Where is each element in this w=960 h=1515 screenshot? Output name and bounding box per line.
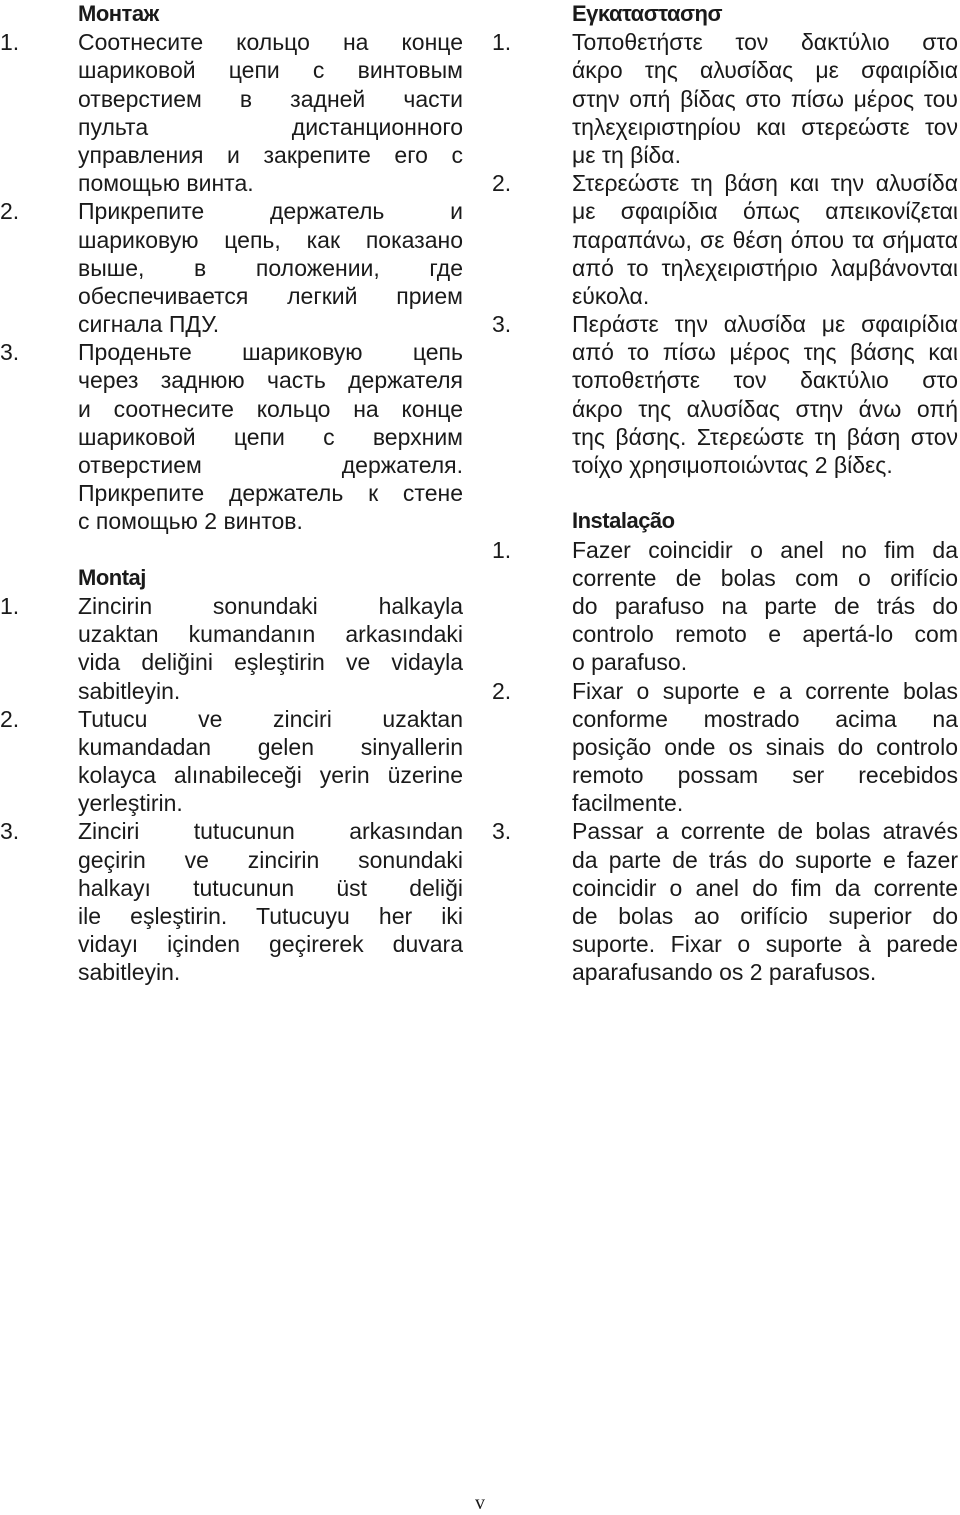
step-text: Прикрепите держатель и (78, 198, 463, 225)
step-text: controlo remoto e apertá-lo com (572, 621, 958, 648)
step-text: o parafuso. (572, 649, 688, 676)
step-text: άκρο της αλυσίδας με σφαιρίδια (572, 57, 958, 84)
step-text: Περάστε την αλυσίδα με σφαιρίδια (572, 311, 958, 338)
step-number: 3. (0, 339, 20, 366)
step-text: шариковую цепь, как показано (78, 226, 463, 253)
instruction-line (0, 197, 463, 225)
section-heading: Монтаж (78, 1, 159, 26)
instruction-line (492, 930, 958, 958)
instruction-line (492, 197, 958, 225)
instruction-line (0, 282, 463, 310)
step-text: Zincirin sonundaki halkayla (78, 592, 463, 619)
blank-row (0, 536, 463, 564)
step-text: с помощью 2 винтов. (78, 508, 303, 535)
page-number: v (475, 1492, 485, 1514)
instruction-line (492, 705, 958, 733)
instruction-line (0, 56, 463, 84)
step-text: στην οπή βίδας στο πίσω μέρος του (572, 85, 958, 112)
section-heading-row (0, 0, 463, 28)
step-text: vida deliğini eşleştirin ve vidayla (78, 649, 463, 676)
instruction-line (492, 817, 958, 845)
instruction-line (492, 282, 958, 310)
step-text: управления и закрепите его с (78, 141, 463, 168)
step-text: remoto possam ser recebidos (572, 762, 958, 789)
step-text: posição onde os sinais do controlo (572, 733, 958, 760)
step-text: aparafusando os 2 parafusos. (572, 959, 877, 986)
step-text: παραπάνω, σε θέση όπου τα σήματα (572, 226, 958, 253)
step-text: Fixar o suporte e a corrente bolas (572, 677, 958, 704)
instruction-line (0, 507, 463, 535)
instruction-line (0, 592, 463, 620)
step-text: пульта дистанционного (78, 113, 463, 140)
instruction-line (0, 479, 463, 507)
step-number: 1. (0, 29, 20, 56)
instruction-line (492, 648, 958, 676)
instruction-line (492, 56, 958, 84)
step-text: шариковой цепи с винтовым (78, 57, 463, 84)
instruction-line (0, 620, 463, 648)
left-column (0, 0, 463, 987)
step-text: da parte de trás do suporte e fazer (572, 846, 958, 873)
instruction-line (492, 310, 958, 338)
instruction-line (492, 677, 958, 705)
instruction-line (0, 254, 463, 282)
section-heading: Montaj (78, 564, 146, 590)
instruction-line (492, 423, 958, 451)
section-heading: Instalação (572, 508, 675, 534)
step-text: ile eşleştirin. Tutucuyu her iki (78, 903, 463, 929)
instruction-line (0, 817, 463, 845)
step-text: conforme mostrado acima na (572, 705, 958, 732)
step-text: της βάσης. Στερεώστε τη βάση στον (572, 423, 958, 450)
step-text: τηλεχειριστηρίου και στερεώστε τον (572, 113, 958, 140)
step-text: με τη βίδα. (572, 141, 681, 168)
step-text: suporte. Fixar o suporte à parede (572, 931, 958, 958)
step-text: Соотнесите кольцо на конце (78, 29, 463, 56)
instruction-line (0, 874, 463, 902)
instruction-line (492, 846, 958, 874)
step-text: отверстием держателя. (78, 452, 463, 478)
step-text: τοίχο χρησιμοποιώντας 2 βίδες. (572, 452, 893, 478)
instruction-line (0, 85, 463, 113)
instruction-line (492, 536, 958, 564)
instruction-line (492, 366, 958, 394)
instruction-line (492, 169, 958, 197)
instruction-line (492, 113, 958, 141)
instruction-line (0, 930, 463, 958)
step-text: Tutucu ve zinciri uzaktan (78, 705, 463, 732)
step-text: de bolas ao orifício superior do (572, 903, 958, 929)
step-number: 1. (0, 592, 20, 619)
instruction-line (492, 451, 958, 479)
step-number: 2. (0, 198, 20, 225)
step-text: άκρο της αλυσίδας στην άνω οπή (572, 395, 958, 422)
instruction-line (492, 902, 958, 930)
instruction-line (0, 28, 463, 56)
instruction-line (492, 761, 958, 789)
step-text: facilmente. (572, 790, 684, 817)
step-text: coincidir o anel do fim da corrente (572, 874, 958, 901)
step-text: sabitleyin. (78, 677, 181, 704)
step-text: сигнала ПДУ. (78, 311, 220, 338)
step-text: Στερεώστε τη βάση και την αλυσίδα (572, 170, 958, 197)
instruction-line (0, 733, 463, 761)
instruction-line (0, 451, 463, 479)
step-text: Zinciri tutucunun arkasından (78, 818, 463, 845)
instruction-line (492, 226, 958, 254)
instruction-line (492, 874, 958, 902)
step-text: corrente de bolas com o orifício (572, 564, 958, 591)
instruction-line (492, 85, 958, 113)
section-heading-row (492, 507, 958, 535)
instruction-line (492, 28, 958, 56)
instruction-line (492, 620, 958, 648)
section-heading: Εγκαταστασησ (572, 1, 723, 26)
step-text: отверстием в задней части (78, 85, 463, 112)
step-text: vidayı içinden geçirerek duvara (78, 931, 463, 958)
instruction-line (492, 592, 958, 620)
step-text: шариковой цепи с верхним (78, 423, 463, 450)
step-text: geçirin ve zincirin sonundaki (78, 846, 463, 873)
step-number: 1. (492, 536, 512, 563)
instruction-line (492, 733, 958, 761)
right-column (492, 0, 958, 987)
step-text: yerleştirin. (78, 790, 183, 817)
instruction-line (0, 789, 463, 817)
step-text: do parafuso na parte de trás do (572, 592, 958, 619)
instruction-line (0, 141, 463, 169)
instruction-line (492, 958, 958, 986)
step-text: выше, в положении, где (78, 254, 463, 281)
instruction-line (0, 226, 463, 254)
instruction-line (492, 395, 958, 423)
instruction-line (492, 789, 958, 817)
step-number: 3. (0, 818, 20, 845)
instruction-line (492, 254, 958, 282)
step-text: Прикрепите держатель к стене (78, 480, 463, 507)
step-text: через заднюю часть держателя (78, 367, 463, 394)
instruction-line (492, 564, 958, 592)
step-text: halkayı tutucunun üst deliği (78, 874, 463, 901)
instruction-line (0, 423, 463, 451)
step-text: и соотнесите кольцо на конце (78, 395, 463, 422)
section-heading-row (492, 0, 958, 28)
instruction-line (0, 705, 463, 733)
step-number: 3. (492, 311, 512, 338)
step-text: обеспечивается легкий прием (78, 282, 463, 309)
blank-row (492, 479, 958, 507)
step-text: εύκολα. (572, 282, 650, 309)
instruction-line (0, 169, 463, 197)
step-text: Проденьте шариковую цепь (78, 339, 463, 366)
instruction-line (0, 113, 463, 141)
instruction-line (0, 338, 463, 366)
step-number: 2. (0, 705, 20, 732)
instruction-line (0, 902, 463, 930)
instruction-line (0, 761, 463, 789)
step-text: sabitleyin. (78, 959, 181, 986)
instruction-line (0, 846, 463, 874)
instruction-line (0, 310, 463, 338)
step-text: Fazer coincidir o anel no fim da (572, 536, 958, 563)
step-text: τοποθετήστε τον δακτύλιο στο (572, 367, 958, 394)
step-text: помощью винта. (78, 170, 254, 197)
step-text: kumandadan gelen sinyallerin (78, 733, 463, 760)
step-text: από το τηλεχειριστήριο λαμβάνονται (572, 254, 958, 281)
step-text: Τοποθετήστε τον δακτύλιο στο (572, 29, 958, 56)
instruction-line (0, 366, 463, 394)
section-heading-row (0, 564, 463, 592)
step-text: kolayca alınabileceği yerin üzerine (78, 762, 463, 789)
step-text: uzaktan kumandanın arkasındaki (78, 621, 463, 648)
step-text: με σφαιρίδια όπως απεικονίζεται (572, 198, 958, 225)
step-number: 3. (492, 818, 512, 845)
instruction-line (0, 395, 463, 423)
instruction-line (492, 141, 958, 169)
instruction-line (0, 958, 463, 986)
step-text: από το πίσω μέρος της βάσης και (572, 339, 958, 366)
instruction-line (0, 677, 463, 705)
instruction-line (492, 338, 958, 366)
instruction-line (0, 648, 463, 676)
step-text: Passar a corrente de bolas através (572, 818, 958, 845)
step-number: 1. (492, 29, 512, 56)
step-number: 2. (492, 170, 512, 197)
step-number: 2. (492, 677, 512, 704)
